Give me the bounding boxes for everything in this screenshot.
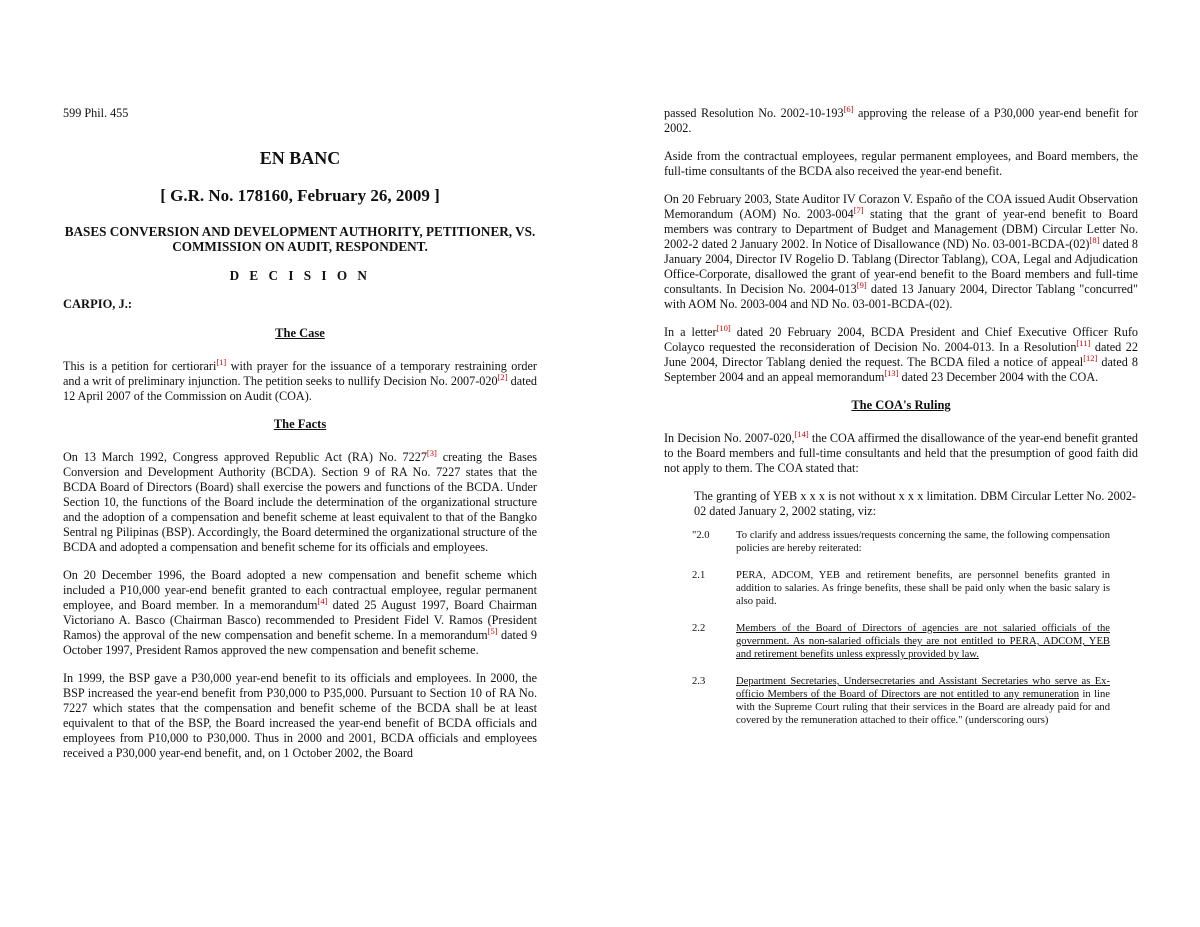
paragraph-facts-6: On 20 February 2003, State Auditor IV Corazon V. Españo of the COA issued Audit Observation Memorandum (AOM) No. 2003-004[7] stating that the grant of year-end benefit to Board members was contrary to Department of Budget and Management (DBM) Circular Letter No. 2002-2 dated 2 January 2002. In Notice of Disallowance (ND) No. 03-001-BCDA-(02)[8] dated 8 January 2004, Director IV Rogelio D. Tablang (Director Tablang), COA, Legal and Adjudication Office-Corporate, disallowed the grant of year-end benefit to the Board members and full-time consultants. In Decision No. 2004-013[9] dated 13 January 2004, Director Tablang "concurred" with AOM No. 2003-004 and ND No. 03-001-BCDA-(02). xyxy=(664,192,1139,311)
footnote-link[interactable]: [14] xyxy=(794,429,809,439)
footnote-link[interactable]: [9] xyxy=(856,280,867,290)
policy-item xyxy=(692,569,1110,608)
footnote-link[interactable]: [8] xyxy=(1089,235,1100,245)
footnote-link[interactable]: [6] xyxy=(843,104,854,114)
case-number: [ G.R. No. 178160, February 26, 2009 ] xyxy=(160,186,440,205)
heading-coa-ruling: The COA's Ruling xyxy=(851,398,951,412)
policy-text-underlined: Members of the Board of Directors of agencies are not salaried officials of the government. As non-salaried officials they are not entitled to PERA, ADCOM, YEB and retirement benefits unless expressly provided by law. xyxy=(736,623,1110,660)
block-quote: The granting of YEB x x x is not without x x x limitation. DBM Circular Letter No. 2002-02 dated January 2, 2002 stating, viz: xyxy=(694,489,1136,518)
footnote-link[interactable]: [10] xyxy=(716,323,731,333)
paragraph-facts-2: On 20 December 1996, the Board adopted a new compensation and benefit scheme which included a P10,000 year-end benefit granted to each contractual employee, regular permanent employee, and Board member. In a memorandum[4] dated 25 August 1997, Board Chairman Victoriano A. Basco (Chairman Basco) recommended to President Fidel V. Ramos (President Ramos) the approval of the new compensation and benefit scheme. In a memorandum[5] dated 9 October 1997, President Ramos approved the new compensation and benefit scheme. xyxy=(63,568,537,657)
policy-item xyxy=(692,529,1110,555)
footnote-link[interactable]: [1] xyxy=(216,357,227,367)
quoted-policy-list xyxy=(692,529,1110,727)
paragraph-ruling: In Decision No. 2007-020,[14] the COA affirmed the disallowance of the year-end benefit granted to the Board members and full-time consultants and held that the presumption of good faith did not apply to them. The COA stated that: xyxy=(664,429,1138,475)
policy-text: To clarify and address issues/requests concerning the same, the following compensation policies are hereby reiterated: xyxy=(736,530,1110,554)
footnote-link[interactable]: [13] xyxy=(884,368,899,378)
policy-text: Department Secretaries, Undersecretaries and Assistant Secretaries who serve as Ex-officio Members of the Board of Directors are not entitled to any remuneration in line with the Supreme Court ruling that their services in the Board are already paid for and covered by the remuneration attached to their office." (underscoring ours) xyxy=(736,676,1110,726)
policy-item xyxy=(692,622,1110,661)
policy-text: PERA, ADCOM, YEB and retirement benefits, are personnel benefits granted in addition to salaries. As fringe benefits, these shall be paid only when the basic salary is also paid. xyxy=(736,570,1110,607)
policy-text-underlined: Department Secretaries, Undersecretaries and Assistant Secretaries who serve as Ex-officio Members of the Board of Directors are not entitled to any remuneration xyxy=(736,676,1110,700)
heading-the-facts: The Facts xyxy=(273,417,327,431)
paragraph-facts-7: In a letter[10] dated 20 February 2004, BCDA President and Chief Executive Officer Rufo Colayco requested the reconsideration of Decision No. 2004-013. In a Resolution[11] dated 22 June 2004, Director Tablang denied the request. The BCDA filed a notice of appeal[12] dated 8 September 2004 and an appeal memorandum[13] dated 23 December 2004 with the COA. xyxy=(664,323,1138,384)
paragraph-facts-1: On 13 March 1992, Congress approved Republic Act (RA) No. 7227[3] creating the Bases Conversion and Development Authority (BCDA). Section 9 of RA No. 7227 states that the BCDA Board of Directors (Board) shall exercise the powers and functions of the BCDA. Under Section 10, the functions of the Board include the determination of the organizational structure and the adoption of a compensation and benefit scheme at least equivalent to that of the Bangko Sentral ng Pilipinas (BSP). Accordingly, the Board determined the organizational structure of the BCDA and adopted a compensation and benefit scheme for its officials and employees. xyxy=(63,448,537,554)
policy-number: 2.1 xyxy=(692,570,706,581)
footnote-link[interactable]: [12] xyxy=(1083,353,1098,363)
left-column xyxy=(63,106,537,774)
paragraph-case: This is a petition for certiorari[1] with prayer for the issuance of a temporary restraining order and a writ of preliminary injunction. The petition seeks to nullify Decision No. 2007-020[2] dated 12 April 2007 of the Commission on Audit (COA). xyxy=(63,357,537,403)
paragraph-facts-3: In 1999, the BSP gave a P30,000 year-end benefit to its officials and employees. In 2000, the BSP increased the year-end benefit from P30,000 to P35,000. Pursuant to Section 10 of RA No. 7227 which states that the compensation and benefit scheme of the BCDA shall be at least equivalent to that of the BSP, the Board increased the year-end benefit of BCDA officials and employees from P10,000 to P30,000. Thus in 2000 and 2001, BCDA officials and employees received a P30,000 year-end benefit, and, on 1 October 2002, the Board xyxy=(63,671,537,760)
policy-item xyxy=(692,675,1110,727)
paragraph-facts-4: passed Resolution No. 2002-10-193[6] approving the release of a P30,000 year-end benefit for 2002. xyxy=(664,104,1138,135)
paragraph-facts-5: Aside from the contractual employees, regular permanent employees, and Board members, the full-time consultants of the BCDA also received the year-end benefit. xyxy=(664,149,1138,178)
right-page xyxy=(600,0,1200,927)
case-parties: BASES CONVERSION AND DEVELOPMENT AUTHORITY, PETITIONER, VS. COMMISSION ON AUDIT, RESPONDENT. xyxy=(64,224,536,254)
court-division: EN BANC xyxy=(259,148,341,168)
ponente: CARPIO, J.: xyxy=(63,297,133,311)
footnote-link[interactable]: [2] xyxy=(497,372,508,382)
footnote-link[interactable]: [4] xyxy=(317,596,328,606)
policy-number: 2.3 xyxy=(692,676,706,687)
right-column xyxy=(664,106,1138,741)
heading-the-case: The Case xyxy=(275,326,325,340)
footnote-link[interactable]: [5] xyxy=(487,626,498,636)
footnote-link[interactable]: [11] xyxy=(1076,338,1091,348)
decision-label: D E C I S I O N xyxy=(229,268,371,283)
policy-number: "2.0 xyxy=(692,530,710,541)
citation: 599 Phil. 455 xyxy=(63,106,129,120)
footnote-link[interactable]: [3] xyxy=(426,448,437,458)
policy-number: 2.2 xyxy=(692,623,706,634)
footnote-link[interactable]: [7] xyxy=(853,205,864,215)
